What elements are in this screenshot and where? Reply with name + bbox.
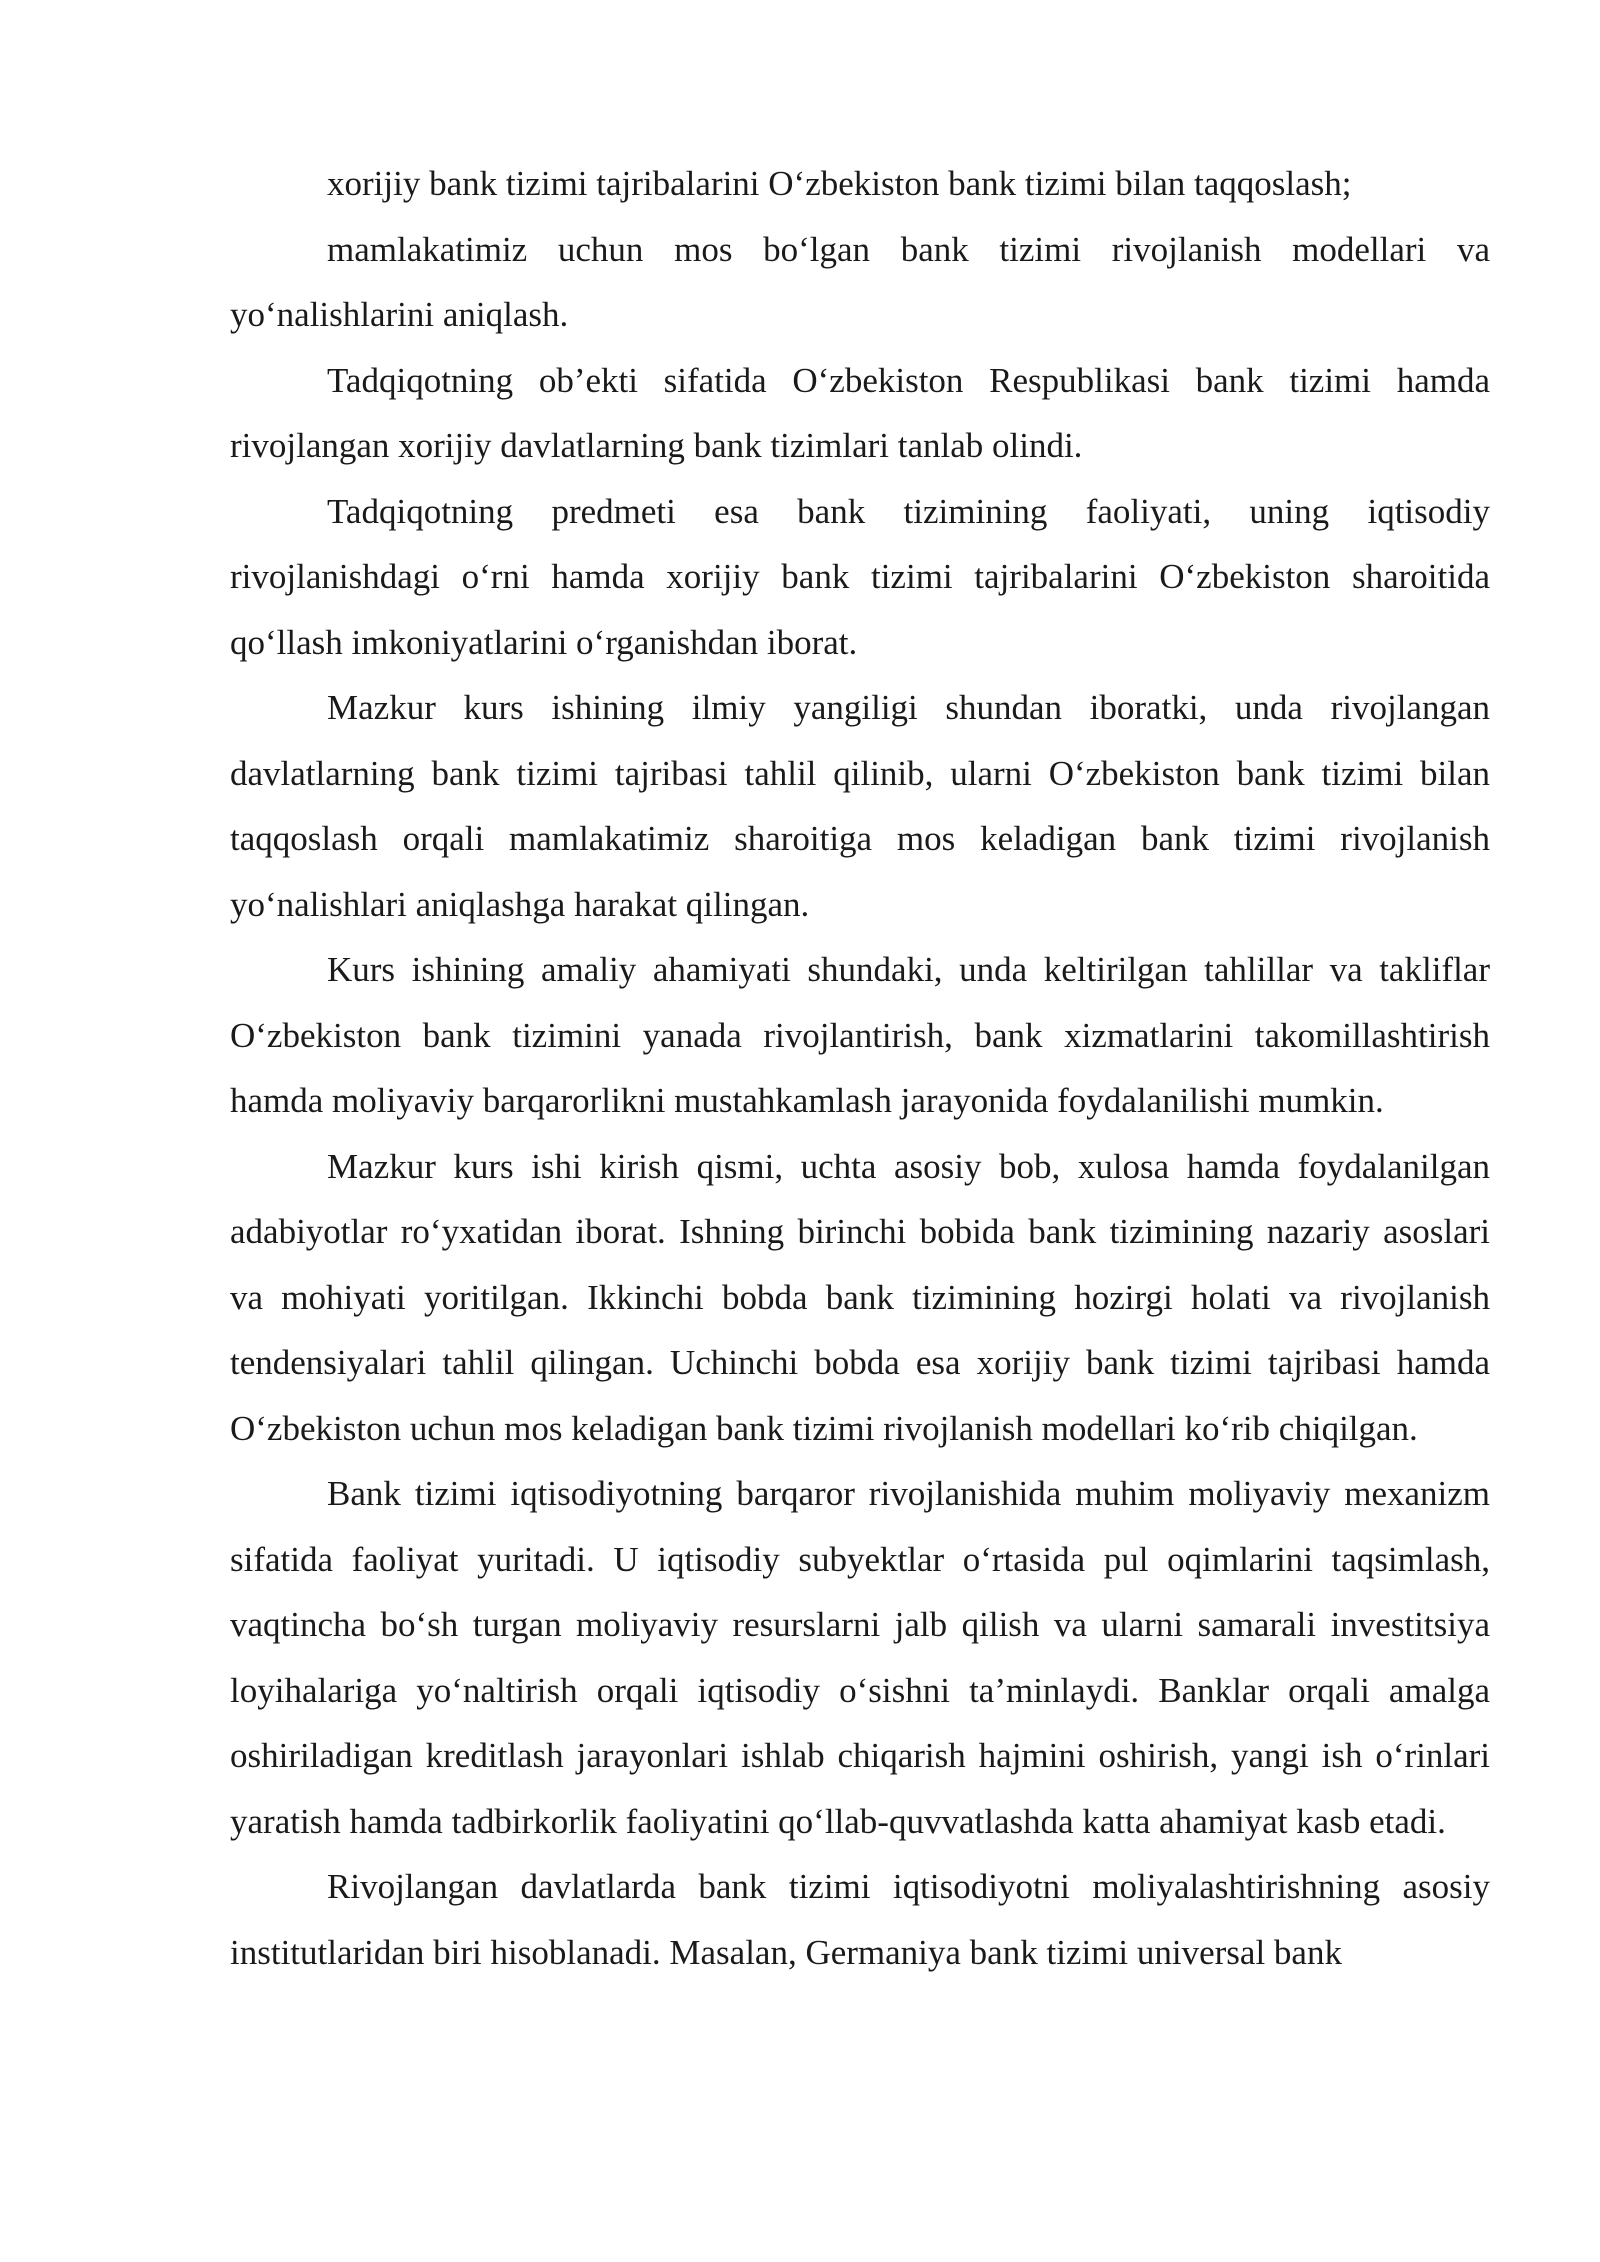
document-body xyxy=(230,151,1490,1985)
paragraph: Tadqiqotning predmeti esa bank tizimining faoliyati, uning iqtisodiy rivojlanishdagi o‘rni hamda xorijiy bank tizimi tajribalarini O‘zbekiston sharoitida qo‘llash imkoniyatlarini o‘rganishdan iborat. xyxy=(230,491,1490,662)
paragraph: Rivojlangan davlatlarda bank tizimi iqtisodiyotni moliyalashtirishning asosiy institutlaridan biri hisoblanadi. Masalan, Germaniya bank tizimi universal bank xyxy=(230,1867,1490,1972)
paragraph: Tadqiqotning ob’ekti sifatida O‘zbekiston Respublikasi bank tizimi hamda rivojlangan xorijiy davlatlarning bank tizimlari tanlab olindi. xyxy=(230,360,1490,465)
paragraph: Mazkur kurs ishining ilmiy yangiligi shundan iboratki, unda rivojlangan davlatlarning bank tizimi tajribasi tahlil qilinib, ularni O‘zbekiston bank tizimi bilan taqqoslash orqali mamlakatimiz sharoitiga mos keladigan bank tizimi rivojlanish yo‘nalishlari aniqlashga harakat qilingan. xyxy=(230,688,1490,924)
paragraph: xorijiy bank tizimi tajribalarini O‘zbekiston bank tizimi bilan taqqoslash; xyxy=(327,164,1352,203)
paragraph: Mazkur kurs ishi kirish qismi, uchta asosiy bob, xulosa hamda foydalanilgan adabiyotlar ro‘yxatidan iborat. Ishning birinchi bobida bank tizimining nazariy asoslari va mohiyati yoritilgan. Ikkinchi bobda bank tizimining hozirgi holati va rivojlanish tendensiyalari tahlil qilingan. Uchinchi bobda esa xorijiy bank tizimi tajribasi hamda O‘zbekiston uchun mos keladigan bank tizimi rivojlanish modellari ko‘rib chiqilgan. xyxy=(230,1146,1490,1448)
paragraph: Bank tizimi iqtisodiyotning barqaror rivojlanishida muhim moliyaviy mexanizm sifatida faoliyat yuritadi. U iqtisodiy subyektlar o‘rtasida pul oqimlarini taqsimlash, vaqtincha bo‘sh turgan moliyaviy resurslarni jalb qilish va ularni samarali investitsiya loyihalariga yo‘naltirish orqali iqtisodiy o‘sishni ta’minlaydi. Banklar orqali amalga oshiriladigan kreditlash jarayonlari ishlab chiqarish hajmini oshirish, yangi ish o‘rinlari yaratish hamda tadbirkorlik faoliyatini qo‘llab-quvvatlashda katta ahamiyat kasb etadi. xyxy=(230,1474,1490,1841)
paragraph: mamlakatimiz uchun mos bo‘lgan bank tizimi rivojlanish modellari va yo‘nalishlarini aniqlash. xyxy=(230,229,1490,334)
paragraph: Kurs ishining amaliy ahamiyati shundaki, unda keltirilgan tahlillar va takliflar O‘zbekiston bank tizimini yanada rivojlantirish, bank xizmatlarini takomillashtirish hamda moliyaviy barqarorlikni mustahkamlash jarayonida foydalanilishi mumkin. xyxy=(230,950,1490,1120)
